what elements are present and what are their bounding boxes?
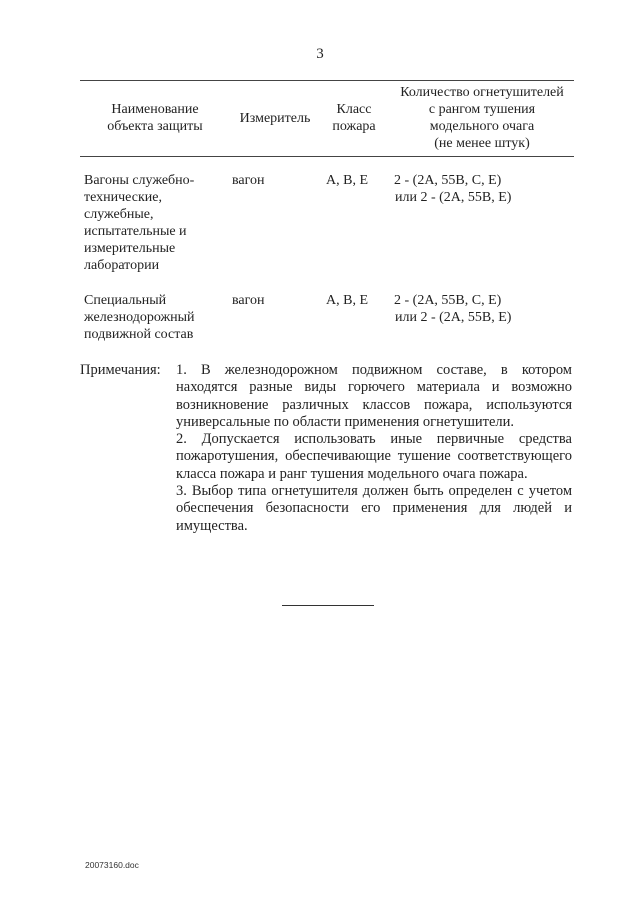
header-unit [228, 110, 322, 127]
object-line: Специальный [84, 293, 167, 308]
row-1-unit: вагон [232, 173, 265, 188]
header-fire-class-line: пожара [332, 119, 376, 134]
header-quantity-line: с рангом тушения [428, 102, 536, 117]
header-object [80, 101, 230, 135]
row-1-quantity [394, 172, 511, 206]
quantity-line: 2 - (2А, 55В, С, Е) [394, 293, 502, 308]
row-1-object [84, 172, 224, 274]
table-top-rule [80, 80, 574, 81]
closing-divider [282, 605, 374, 606]
notes-label: Примечания: [80, 362, 161, 378]
object-line: технические, [84, 190, 162, 205]
object-line: измерительные [84, 241, 176, 256]
header-quantity-line: модельного очага [429, 119, 535, 134]
header-fire-class [318, 101, 390, 135]
row-2-object [84, 292, 224, 343]
object-line: Вагоны служебно- [84, 173, 195, 188]
row-1-fire-class: А, В, Е [326, 173, 368, 188]
notes-list [176, 362, 572, 535]
quantity-line: или 2 - (2А, 55В, Е) [395, 310, 512, 325]
file-name: 20073160.doc [85, 860, 139, 870]
page-number: 3 [316, 46, 324, 62]
note-item: 2. Допускается использовать иные первичные средства пожаротушения, обеспечивающие тушение соответствующего класса пожара и ранг тушения модельного очага пожара. [176, 431, 572, 482]
table-header-rule [80, 156, 574, 157]
object-line: испытательные и [84, 224, 187, 239]
row-2-fire-class: А, В, Е [326, 293, 368, 308]
header-unit-line: Измеритель [239, 111, 311, 126]
header-object-line: объекта защиты [107, 119, 203, 134]
object-line: железнодорожный [84, 310, 195, 325]
quantity-line: 2 - (2А, 55В, С, Е) [394, 173, 502, 188]
note-item: 3. Выбор типа огнетушителя должен быть определен с учетом обеспечения безопасности его применения для людей и имущества. [176, 483, 572, 534]
object-line: лаборатории [84, 258, 160, 273]
header-quantity-line: (не менее штук) [434, 136, 530, 151]
header-quantity [388, 84, 576, 152]
row-2-unit: вагон [232, 293, 265, 308]
object-line: служебные, [84, 207, 154, 222]
quantity-line: или 2 - (2А, 55В, Е) [395, 190, 512, 205]
note-item: 1. В железнодорожном подвижном составе, в котором находятся разные виды горючего материала и возможно возникновение различных классов пожара, используются универсальные по области применения огнетушители. [176, 362, 572, 430]
header-quantity-line: Количество огнетушителей [400, 85, 564, 100]
header-fire-class-line: Класс [336, 102, 372, 117]
header-object-line: Наименование [111, 102, 199, 117]
object-line: подвижной состав [84, 327, 194, 342]
row-2-quantity [394, 292, 511, 326]
